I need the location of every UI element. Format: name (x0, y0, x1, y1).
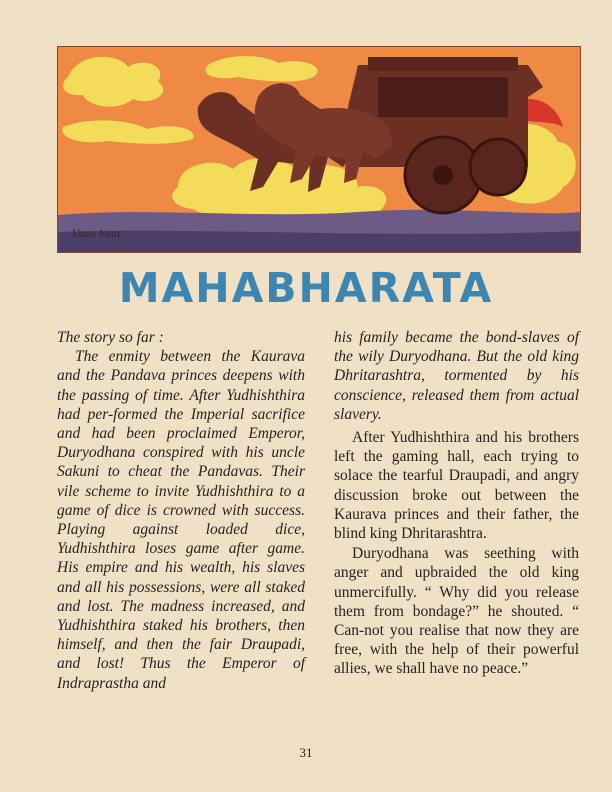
right-column (334, 328, 579, 679)
story-summary-continuation: his family became the bond-slaves of the wily Duryodhana. But the old king Dhritarashtra, tormented by his conscience, released them from actual slavery. (334, 329, 579, 423)
artist-signature: Vasu kaar (72, 229, 122, 240)
story-summary-paragraph: The enmity between the Kaurava and the Pandava princes deepens with the passing of time. After Yudhishthira had per-formed the Imperial sacrifice and had been proclaimed Emperor, Duryodhana conspired with his uncle Sakuni to cheat the Pandavas. Their vile scheme to invite Yudhishthira to a game of dice is crowned with success. Playing against loaded dice, Yudhishthira loses game after game. His empire and his wealth, his slaves and all his possessions, were all staked and lost. The madness increased, and Yudhishthira staked his brothers, then himself, and then the fair Draupadi, and lost! Thus the Emperor of Indraprastha and (57, 348, 305, 692)
chariot-illustration (57, 46, 581, 253)
story-paragraph-1: After Yudhishthira and his brothers left the gaming hall, each trying to solace the tearful Draupadi, and angry discussion broke out between the Kaurava princes and their father, the blind king Dhritarashtra. (334, 429, 579, 543)
page-number: 31 (299, 745, 313, 760)
page-title: MAHABHARATA (118, 264, 494, 312)
left-column (57, 328, 305, 693)
story-intro-label: The story so far : (57, 329, 164, 346)
chariot-scene-image (58, 47, 580, 252)
story-paragraph-2: Duryodhana was seething with anger and upbraided the old king unmercifully. “ Why did you release them from bondage?” he shouted. “ Can-not you realise that now they are free, with the help of their powerful allies, we shall have no peace.” (334, 545, 579, 678)
